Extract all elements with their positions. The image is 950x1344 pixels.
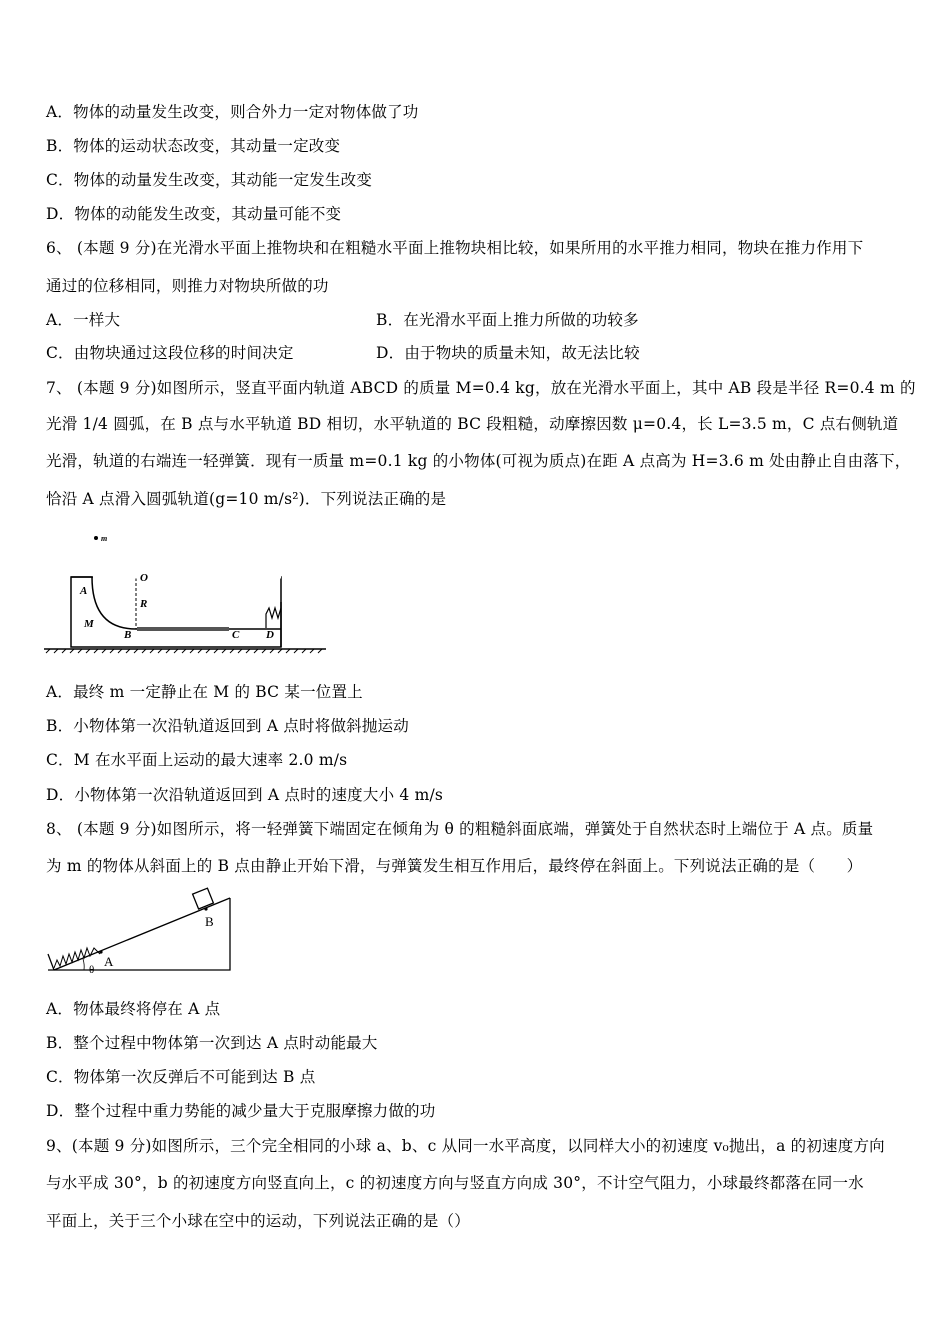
q8-option-a: A．物体最终将停在 A 点	[46, 1000, 221, 1018]
q7-arc-ab	[92, 577, 136, 629]
q9-stem-line-2: 与水平成 30°，b 的初速度方向竖直向上，c 的初速度方向与竖直方向成 30°，不计空气阻力，小球最终都落在同一水	[46, 1174, 864, 1192]
q8-option-b: B．整个过程中物体第一次到达 A 点时动能最大	[46, 1034, 378, 1052]
q7-option-b: B．小物体第一次沿轨道返回到 A 点时将做斜抛运动	[46, 717, 409, 735]
q7-label-a: A	[80, 585, 88, 597]
q6-option-row-1	[46, 310, 639, 330]
q8-end-plate	[48, 954, 54, 970]
q5-option-c: C．物体的动量发生改变，其动能一定发生改变	[46, 171, 373, 189]
q6-option-d: D．由于物块的质量未知，故无法比较	[376, 344, 640, 362]
q8-incline-surface	[54, 898, 230, 970]
q7-stem-line-3: 光滑，轨道的右端连一轻弹簧．现有一质量 m=0.1 kg 的小物体(可视为质点)在距 A 点高为 H=3.6 m 处由静止自由落下，	[46, 452, 911, 470]
q7-label-o: O	[140, 572, 148, 584]
q8-label-a: A	[104, 954, 114, 969]
q7-label-m: m	[101, 534, 108, 543]
q7-block-outline	[71, 577, 281, 647]
q7-option-a: A．最终 m 一定静止在 M 的 BC 某一位置上	[46, 683, 363, 701]
q8-point-b	[204, 907, 207, 910]
q5-option-a: A．物体的动量发生改变，则合外力一定对物体做了功	[46, 103, 419, 121]
q7-stem-line-2: 光滑 1/4 圆弧，在 B 点与水平轨道 BD 相切，水平轨道的 BC 段粗糙，动摩擦因数 μ=0.4，长 L=3.5 m，C 点右侧轨道	[46, 415, 899, 433]
q8-stem-line-2: 为 m 的物体从斜面上的 B 点由静止开始下滑，与弹簧发生相互作用后，最终停在斜面上。下列说法正确的是（ ）	[46, 857, 863, 875]
q8-label-b: B	[205, 914, 214, 929]
q7-option-d: D．小物体第一次沿轨道返回到 A 点时的速度大小 4 m/s	[46, 786, 444, 804]
q8-incline-figure	[44, 884, 236, 976]
q7-spring	[266, 608, 281, 628]
q7-label-r: R	[140, 598, 148, 610]
q8-point-a	[99, 950, 102, 953]
q7-small-object	[94, 536, 98, 540]
q7-label-c: C	[232, 629, 240, 641]
q7-label-b: B	[124, 629, 132, 641]
q6-stem-line-2: 通过的位移相同，则推力对物块所做的功	[46, 277, 329, 295]
q8-option-c: C．物体第一次反弹后不可能到达 B 点	[46, 1068, 316, 1086]
q8-option-d: D．整个过程中重力势能的减少量大于克服摩擦力做的功	[46, 1102, 436, 1120]
q7-label-d: D	[266, 629, 274, 641]
q8-angle-arc	[83, 959, 84, 970]
q6-option-c: C．由物块通过这段位移的时间决定	[46, 344, 294, 362]
q6-stem-line-1: 6、 (本题 9 分)在光滑水平面上推物块和在粗糙水平面上推物块相比较，如果所用的水平推力相同，物块在推力作用下	[46, 239, 864, 257]
q7-track-figure	[44, 528, 328, 660]
q6-option-row-2	[46, 343, 640, 363]
q7-rough-bc	[137, 627, 229, 631]
q7-stem-line-4: 恰沿 A 点滑入圆弧轨道(g=10 m/s²)．下列说法正确的是	[46, 490, 447, 508]
q7-option-c: C．M 在水平面上运动的最大速率 2.0 m/s	[46, 751, 348, 769]
q5-option-d: D．物体的动能发生改变，其动量可能不变	[46, 205, 342, 223]
q9-stem-line-3: 平面上，关于三个小球在空中的运动，下列说法正确的是（）	[46, 1212, 470, 1230]
q9-stem-line-1: 9、(本题 9 分)如图所示，三个完全相同的小球 a、b、c 从同一水平高度，以同样大小的初速度 v₀抛出，a 的初速度方向	[46, 1137, 885, 1155]
q7-radius-dashes	[92, 577, 136, 629]
q7-label-big-m: M	[84, 618, 94, 630]
q6-option-a: A．一样大	[46, 311, 121, 329]
q7-stem-line-1: 7、 (本题 9 分)如图所示，竖直平面内轨道 ABCD 的质量 M=0.4 kg，放在光滑水平面上，其中 AB 段是半径 R=0.4 m 的	[46, 379, 916, 397]
q8-label-theta: θ	[89, 964, 95, 976]
q8-stem-line-1: 8、 (本题 9 分)如图所示，将一轻弹簧下端固定在倾角为 θ 的粗糙斜面底端，弹簧处于自然状态时上端位于 A 点。质量	[46, 820, 874, 838]
q5-option-b: B．物体的运动状态改变，其动量一定改变	[46, 137, 341, 155]
q6-option-b: B．在光滑水平面上推力所做的功较多	[376, 311, 639, 329]
